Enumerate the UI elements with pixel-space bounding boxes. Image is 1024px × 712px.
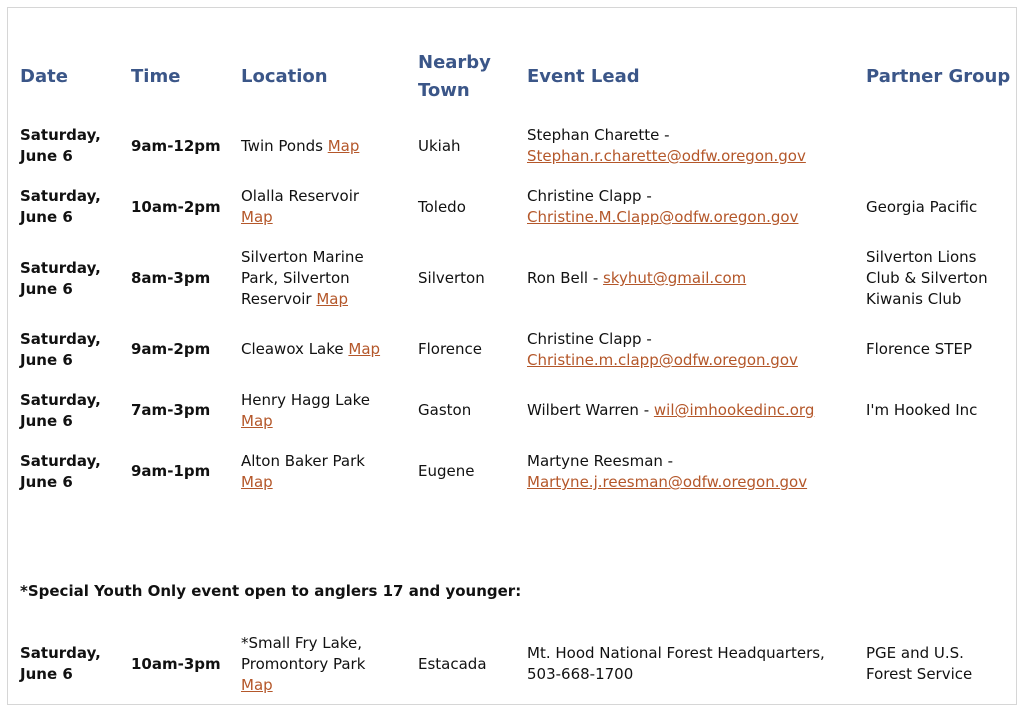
date-line: Saturday, (20, 187, 101, 205)
date-line: June 6 (20, 412, 73, 430)
header-nearby-town (418, 49, 491, 105)
lead-text: Mt. Hood National Forest Headquarters, (527, 644, 825, 662)
date-line: Saturday, (20, 644, 101, 662)
partner-cell: Georgia Pacific (866, 198, 978, 216)
location-cell (241, 451, 365, 493)
location-cell (241, 136, 359, 157)
location-cell (241, 247, 364, 310)
email-link[interactable]: Stephan.r.charette@odfw.oregon.gov (527, 147, 806, 165)
date-cell (20, 329, 101, 371)
header-town-line1: Nearby (418, 52, 491, 73)
date-line: June 6 (20, 208, 73, 226)
location-text: Promontory Park (241, 655, 366, 673)
map-link[interactable]: Map (316, 290, 349, 308)
map-link[interactable]: Map (241, 676, 273, 694)
partner-cell: Florence STEP (866, 340, 972, 358)
lead-name: Ron Bell - (527, 269, 599, 287)
email-link[interactable]: Martyne.j.reesman@odfw.oregon.gov (527, 473, 808, 491)
town-cell: Estacada (418, 655, 487, 673)
partner-text: PGE and U.S. (866, 644, 964, 662)
town-cell: Gaston (418, 401, 472, 419)
lead-cell (527, 268, 746, 289)
map-link[interactable]: Map (241, 473, 273, 491)
date-line: June 6 (20, 280, 73, 298)
time-cell: 8am-3pm (131, 269, 211, 287)
date-cell (20, 258, 101, 300)
location-text: *Small Fry Lake, (241, 634, 362, 652)
location-text: Alton Baker Park (241, 452, 365, 470)
date-cell (20, 451, 101, 493)
header-time: Time (131, 66, 181, 87)
partner-text: Silverton Lions (866, 248, 977, 266)
lead-name: Wilbert Warren - (527, 401, 650, 419)
partner-cell (866, 643, 972, 685)
time-cell: 7am-3pm (131, 401, 211, 419)
lead-cell (527, 329, 798, 371)
map-link[interactable]: Map (348, 340, 381, 358)
header-town-line2: Town (418, 80, 470, 101)
date-cell (20, 125, 101, 167)
location-text: Henry Hagg Lake (241, 391, 371, 409)
time-cell: 9am-2pm (131, 340, 211, 358)
town-cell: Florence (418, 340, 483, 358)
date-line: June 6 (20, 473, 73, 491)
lead-phone: 503-668-1700 (527, 665, 634, 683)
partner-text: Kiwanis Club (866, 290, 962, 308)
time-cell: 9am-1pm (131, 462, 211, 480)
partner-text: Forest Service (866, 665, 973, 683)
partner-text: Club & Silverton (866, 269, 988, 287)
location-cell (241, 186, 359, 228)
lead-cell (527, 186, 798, 228)
map-link[interactable]: Map (241, 412, 273, 430)
date-cell (20, 186, 101, 228)
date-line: June 6 (20, 351, 73, 369)
lead-cell (527, 451, 807, 493)
header-date: Date (20, 66, 68, 87)
email-link[interactable]: wil@imhookedinc.org (653, 401, 815, 419)
date-line: Saturday, (20, 452, 101, 470)
town-cell: Toledo (418, 198, 466, 216)
email-link[interactable]: Christine.M.Clapp@odfw.oregon.gov (527, 208, 799, 226)
location-text: Park, Silverton (241, 269, 350, 287)
date-line: Saturday, (20, 391, 101, 409)
date-line: June 6 (20, 147, 73, 165)
time-cell: 10am-2pm (131, 198, 221, 216)
location-text: Olalla Reservoir (241, 187, 360, 205)
youth-event-note: *Special Youth Only event open to anglers 17 and younger: (20, 582, 522, 600)
lead-name: Christine Clapp - (527, 187, 652, 205)
lead-name: Martyne Reesman - (527, 452, 674, 470)
header-partner-group: Partner Group (866, 66, 1011, 87)
email-link[interactable]: Christine.m.clapp@odfw.oregon.gov (527, 351, 798, 369)
map-link[interactable]: Map (327, 137, 360, 155)
location-cell (241, 339, 380, 360)
date-line: Saturday, (20, 259, 101, 277)
town-cell: Ukiah (418, 137, 461, 155)
location-text: Twin Ponds (241, 137, 323, 155)
partner-cell (866, 247, 988, 310)
town-cell: Silverton (418, 269, 485, 287)
header-event-lead: Event Lead (527, 66, 640, 87)
date-cell (20, 390, 101, 432)
email-link[interactable]: skyhut@gmail.com (603, 269, 747, 287)
lead-cell (527, 643, 825, 685)
time-cell: 9am-12pm (131, 137, 221, 155)
map-link[interactable]: Map (241, 208, 273, 226)
date-line: June 6 (20, 665, 73, 683)
lead-name: Christine Clapp - (527, 330, 652, 348)
time-cell: 10am-3pm (131, 655, 221, 673)
date-line: Saturday, (20, 126, 101, 144)
location-text: Cleawox Lake (241, 340, 344, 358)
location-text: Reservoir (241, 290, 312, 308)
partner-cell: I'm Hooked Inc (866, 401, 978, 419)
date-cell (20, 643, 101, 685)
date-line: Saturday, (20, 330, 101, 348)
lead-name: Stephan Charette - (527, 126, 670, 144)
location-cell (241, 633, 365, 696)
location-text: Silverton Marine (241, 248, 364, 266)
header-location: Location (241, 66, 328, 87)
lead-cell (527, 400, 814, 421)
lead-cell (527, 125, 806, 167)
location-cell (241, 390, 370, 432)
town-cell: Eugene (418, 462, 475, 480)
